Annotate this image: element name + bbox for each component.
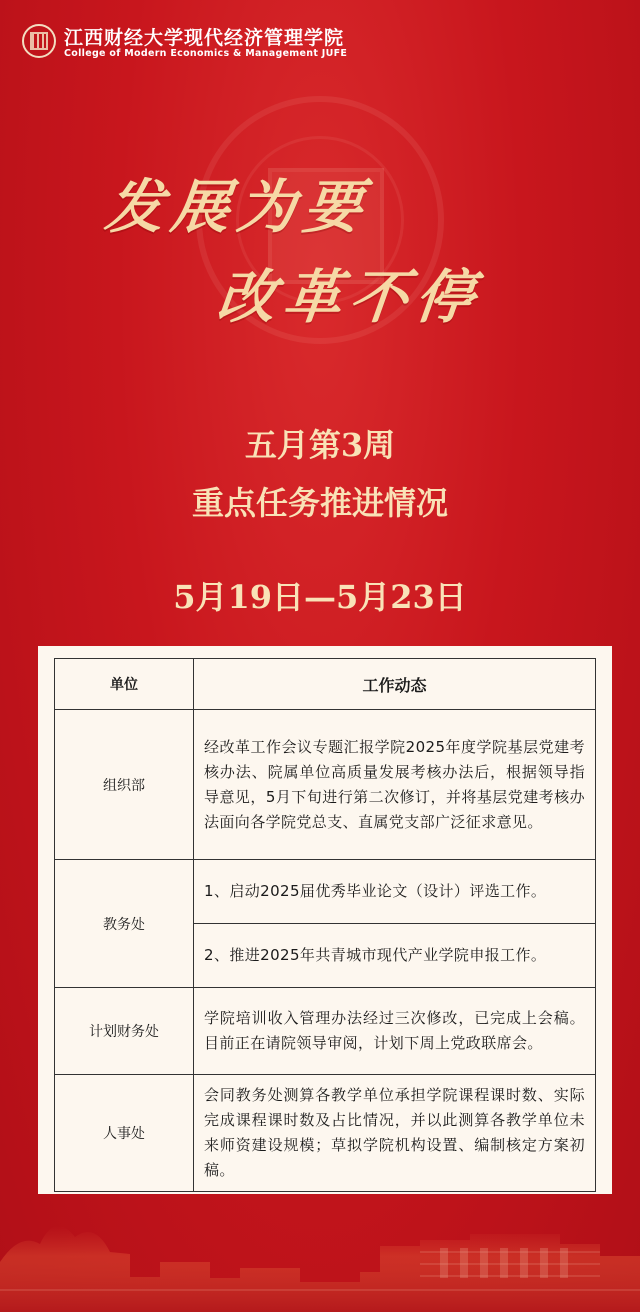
slogan-line-2: 改革不停 bbox=[213, 263, 486, 331]
work-cell: 会同教务处测算各教学单位承担学院课程课时数、实际完成课程课时数及占比情况，并以此测算各教学单位未来师资建设规模；草拟学院机构设置、编制核定方案初稿。 bbox=[194, 1075, 596, 1192]
content-panel bbox=[38, 646, 612, 1194]
campus-skyline-illustration bbox=[0, 1182, 640, 1312]
work-cell: 经改革工作会议专题汇报学院2025年度学院基层党建考核办法、院属单位高质量发展考核办法后，根据领导指导意见，5月下旬进行第二次修订，并将基层党建考核办法面向各学院党总支、直属党支部广泛征求意见。 bbox=[194, 710, 596, 860]
unit-cell: 组织部 bbox=[55, 710, 194, 860]
unit-cell: 计划财务处 bbox=[55, 988, 194, 1075]
header-work: 工作动态 bbox=[194, 659, 596, 710]
school-name-cn: 江西财经大学现代经济管理学院 bbox=[64, 27, 345, 49]
table-row bbox=[55, 1075, 596, 1192]
subject-title: 重点任务推进情况 bbox=[191, 484, 448, 522]
work-cell: 2、推进2025年共青城市现代产业学院申报工作。 bbox=[194, 924, 596, 988]
date-range: 5月19日—5月23日 bbox=[173, 578, 467, 616]
work-cell: 1、启动2025届优秀毕业论文（设计）评选工作。 bbox=[194, 860, 596, 924]
table-row bbox=[55, 710, 596, 860]
table-row bbox=[55, 988, 596, 1075]
unit-cell: 人事处 bbox=[55, 1075, 194, 1192]
school-name-en: College of Modern Economics & Management JUFE bbox=[64, 48, 348, 59]
header-unit: 单位 bbox=[55, 659, 194, 710]
slogan-line-1: 发展为要 bbox=[101, 173, 374, 241]
table-row bbox=[55, 860, 596, 924]
task-table bbox=[54, 658, 596, 1192]
table-header-row bbox=[55, 659, 596, 710]
week-title: 五月第3周 bbox=[244, 426, 396, 464]
unit-cell: 教务处 bbox=[55, 860, 194, 988]
work-cell: 学院培训收入管理办法经过三次修改，已完成上会稿。目前正在请院领导审阅，计划下周上党政联席会。 bbox=[194, 988, 596, 1075]
school-logo-icon bbox=[22, 24, 56, 58]
